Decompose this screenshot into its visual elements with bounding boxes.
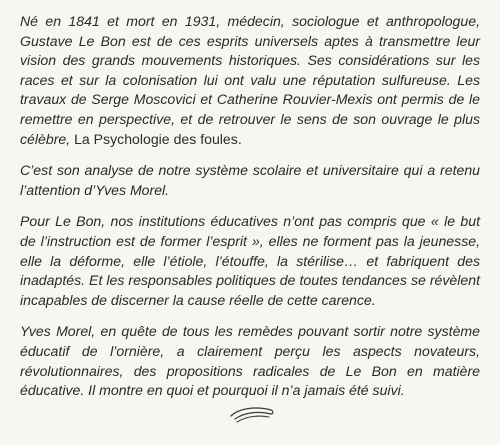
paragraph-2 xyxy=(20,161,480,200)
paragraph-4 xyxy=(20,322,480,400)
paragraph-2-italic: C’est son analyse de notre système scolaire et universitaire qui a retenu l’attention d’Yves Morel. xyxy=(20,162,480,198)
back-cover-text xyxy=(20,12,480,401)
paragraph-4-italic: Yves Morel, en quête de tous les remèdes pouvant sortir notre système éducatif de l’ornière, a clairement perçu les aspects novateurs, révolutionnaires, des propositions radicales de Le Bon en matière éducative. Il montre en quoi et pourquoi il n’a jamais été suivi. xyxy=(20,323,480,399)
paragraph-3-italic: Pour Le Bon, nos institutions éducatives n’ont pas compris que « le but de l’instruction est de former l’esprit », elles ne forment pas la jeunesse, elle la déforme, elle l’étiole, l’étouffe, la stérilise… et fabriquent des inadaptés. Et les responsables politiques de toutes tendances se révèlent incapables de discerner la cause réelle de cette carence. xyxy=(20,213,480,308)
flourish-ornament-icon xyxy=(227,400,275,424)
paragraph-3 xyxy=(20,212,480,310)
book-title: La Psychologie des foules. xyxy=(74,130,242,147)
paragraph-1-italic: Né en 1841 et mort en 1931, médecin, sociologue et anthropologue, Gustave Le Bon est de ces esprits universels aptes à transmettre leur vision des grands mouvements historiques. Ses considérations sur les races et sur la colonisation lui ont valu une réputation sulfureuse. Les travaux de Serge Moscovici et Catherine Rouvier-Mexis ont permis de le remettre en perspective, et de retrouver le sens de son ouvrage le plus célèbre, xyxy=(20,13,480,147)
paragraph-1 xyxy=(20,12,480,149)
